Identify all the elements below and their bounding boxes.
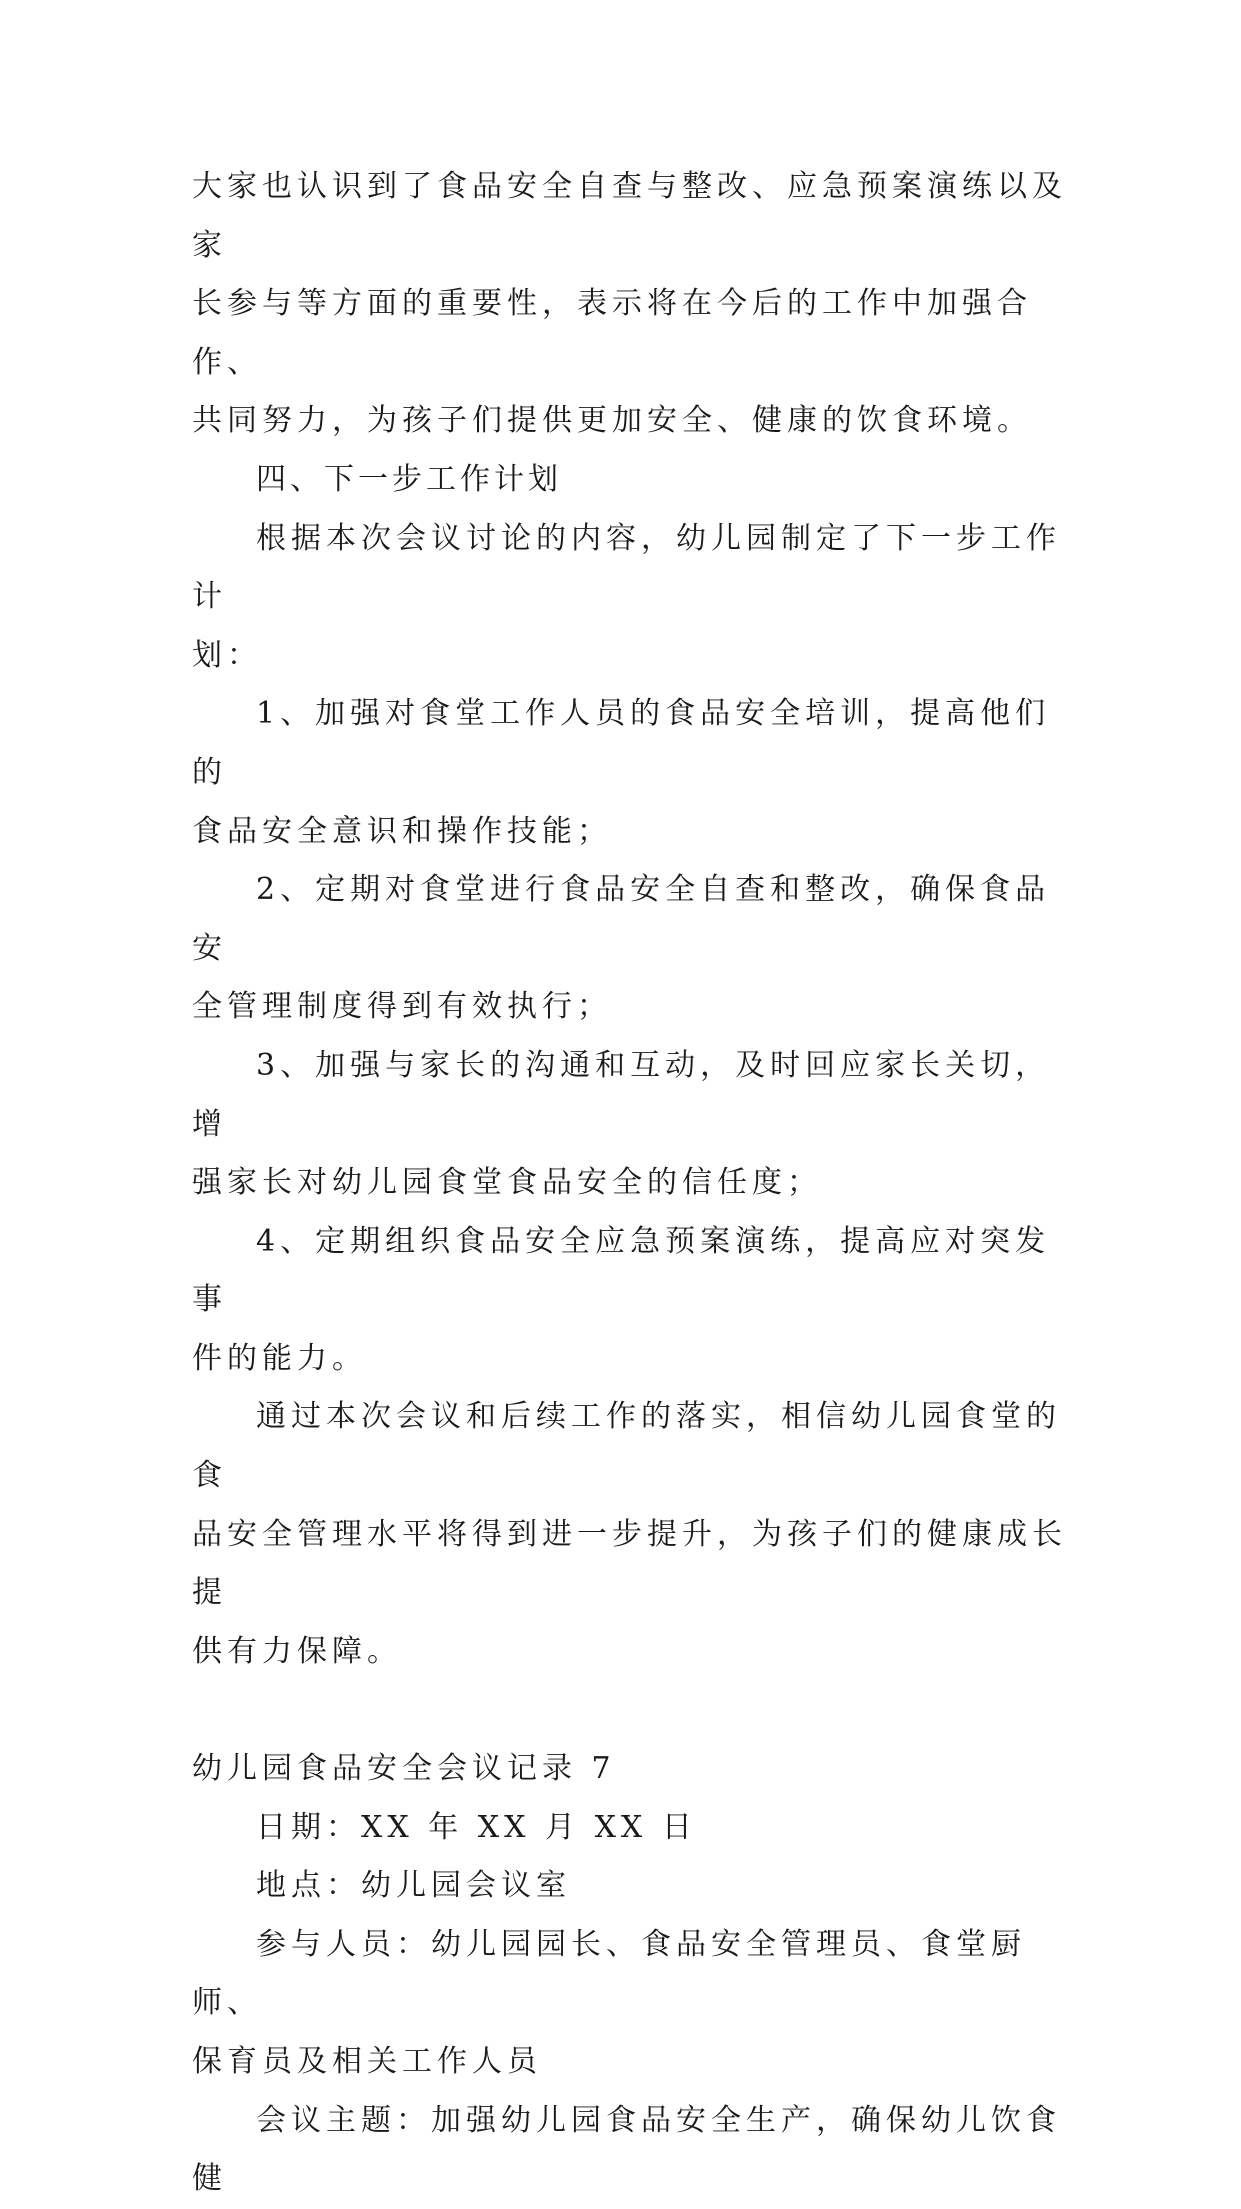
- record-7-title: 幼儿园食品安全会议记录 7: [192, 1751, 616, 1787]
- text-line: 参与人员：幼儿园园长、食品安全管理员、食堂厨师、: [192, 1926, 1026, 2021]
- text-line: 2、定期对食堂进行食品安全自查和整改，确保食品安: [192, 872, 1051, 966]
- text-line: 供有力保障。: [192, 1633, 402, 1669]
- section-4-title: 四、下一步工作计划: [256, 461, 562, 497]
- text-line: 3、加强与家长的沟通和互动，及时回应家长关切，增: [192, 1047, 1051, 1142]
- plan-item-2: [192, 861, 1072, 1037]
- text-line: 食品安全意识和操作技能；: [192, 813, 612, 849]
- text-line: 1、加强对食堂工作人员的食品安全培训，提高他们的: [192, 696, 1051, 790]
- plan-intro-paragraph: [192, 510, 1072, 686]
- text-line: 大家也认识到了食品安全自查与整改、应急预案演练以及家: [192, 169, 1067, 263]
- text-line: 品安全管理水平将得到进一步提升，为孩子们的健康成长提: [192, 1516, 1067, 1611]
- closing-paragraph: [192, 1388, 1072, 1681]
- intro-paragraph: [192, 158, 1072, 451]
- text-line: 件的能力。: [192, 1340, 367, 1376]
- text-line: 划：: [192, 637, 262, 673]
- plan-item-4: [192, 1213, 1072, 1389]
- text-line: 共同努力，为孩子们提供更加安全、健康的饮食环境。: [192, 403, 1032, 439]
- section-gap: [192, 1681, 1072, 1740]
- meeting-participants: [192, 1916, 1072, 2092]
- meeting-date: 日期：XX 年 XX 月 XX 日: [256, 1809, 697, 1845]
- text-line: 4、定期组织食品安全应急预案演练，提高应对突发事: [192, 1223, 1051, 1318]
- text-line: 根据本次会议讨论的内容，幼儿园制定了下一步工作计: [192, 520, 1061, 615]
- meeting-theme: 会议主题：加强幼儿园食品安全生产，确保幼儿饮食健: [192, 2102, 1061, 2197]
- text-line: 强家长对幼儿园食堂食品安全的信任度；: [192, 1165, 822, 1201]
- plan-item-1: [192, 685, 1072, 861]
- text-line: 全管理制度得到有效执行；: [192, 989, 612, 1025]
- meeting-location: 地点：幼儿园会议室: [256, 1868, 571, 1904]
- document-body: [192, 158, 1072, 2209]
- text-line: 保育员及相关工作人员: [192, 2044, 542, 2079]
- plan-item-3: [192, 1037, 1072, 1213]
- text-line: 长参与等方面的重要性，表示将在今后的工作中加强合作、: [192, 286, 1032, 380]
- text-line: 通过本次会议和后续工作的落实，相信幼儿园食堂的食: [192, 1399, 1061, 1494]
